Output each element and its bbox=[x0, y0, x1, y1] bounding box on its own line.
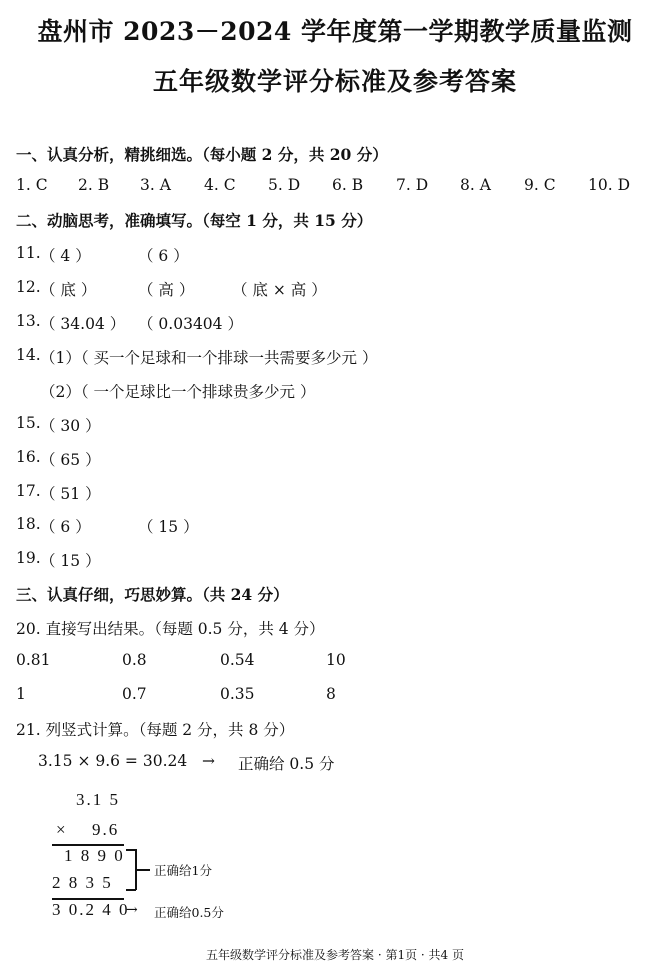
calc-result: 3 0.2 4 0 bbox=[52, 900, 130, 919]
q20-r2-c1: 1 bbox=[16, 685, 26, 703]
answer-5: 5. D bbox=[268, 176, 301, 194]
calc-partial-1: 1 8 9 0 bbox=[64, 846, 125, 865]
q14-answer-a: （1）（ 买一个足球和一个排球一共需要多少元 ） bbox=[40, 349, 378, 367]
q11-answer-b: （ 6 ） bbox=[138, 247, 189, 265]
q20-r1-c1: 0.81 bbox=[16, 651, 51, 669]
q12-answer-b: （ 高 ） bbox=[138, 281, 195, 299]
q20-r1-c3: 0.54 bbox=[220, 651, 255, 669]
q16-number: 16. bbox=[16, 448, 41, 466]
q17-number: 17. bbox=[16, 482, 41, 500]
section3-heading: 三、认真仔细，巧思妙算。（共 24 分） bbox=[16, 585, 289, 604]
answer-1: 1. C bbox=[16, 176, 48, 194]
q13-answer-b: （ 0.03404 ） bbox=[138, 315, 243, 333]
answer-10: 10. D bbox=[588, 176, 631, 194]
q21-arrow-icon: → bbox=[202, 752, 215, 770]
q13-answer-a: （ 34.04 ） bbox=[40, 315, 126, 333]
q12-answer-a: （ 底 ） bbox=[40, 281, 97, 299]
q18-answer-b: （ 15 ） bbox=[138, 518, 199, 536]
q14-answer-b: （2）（ 一个足球比一个排球贵多少元 ） bbox=[40, 383, 316, 401]
answer-2: 2. B bbox=[78, 176, 110, 194]
q20-heading: 20. 直接写出结果。（每题 0.5 分，共 4 分） bbox=[16, 620, 325, 638]
answer-7: 7. D bbox=[396, 176, 429, 194]
note-result-arrow-icon: → bbox=[126, 902, 138, 918]
page-footer: 五年级数学评分标准及参考答案 · 第1页 · 共4 页 bbox=[206, 948, 464, 962]
q20-r1-c4: 10 bbox=[326, 651, 346, 669]
q21-equation: 3.15 × 9.6 = 30.24 bbox=[38, 752, 188, 770]
q20-r2-c4: 8 bbox=[326, 685, 336, 703]
q17-answer-a: （ 51 ） bbox=[40, 485, 101, 503]
q12-number: 12. bbox=[16, 278, 41, 296]
answer-8: 8. A bbox=[460, 176, 491, 194]
q21-heading: 21. 列竖式计算。（每题 2 分，共 8 分） bbox=[16, 721, 295, 739]
q14-number: 14. bbox=[16, 346, 41, 364]
document-subtitle: 五年级数学评分标准及参考答案 bbox=[152, 67, 517, 96]
calc-times-sign: × bbox=[56, 820, 68, 839]
answer-9: 9. C bbox=[524, 176, 556, 194]
q19-answer-a: （ 15 ） bbox=[40, 552, 101, 570]
bracket-bottom bbox=[126, 889, 136, 891]
q11-answer-a: （ 4 ） bbox=[40, 247, 91, 265]
q18-number: 18. bbox=[16, 515, 41, 533]
q20-r2-c3: 0.35 bbox=[220, 685, 255, 703]
section1-heading: 一、认真分析，精挑细选。（每小题 2 分，共 20 分） bbox=[16, 145, 388, 164]
q15-number: 15. bbox=[16, 414, 41, 432]
q11-number: 11. bbox=[16, 244, 41, 262]
answer-6: 6. B bbox=[332, 176, 364, 194]
document-title: 盘州市 2023－2024 学年度第一学期教学质量监测 bbox=[37, 17, 633, 46]
section2-heading: 二、动脑思考，准确填写。（每空 1 分，共 15 分） bbox=[16, 211, 373, 230]
answer-4: 4. C bbox=[204, 176, 236, 194]
calc-partial-2: 2 8 3 5 bbox=[52, 873, 113, 892]
q18-answer-a: （ 6 ） bbox=[40, 518, 91, 536]
q20-r1-c2: 0.8 bbox=[122, 651, 147, 669]
note-partial: 正确给1分 bbox=[154, 863, 212, 878]
note-result: 正确给0.5分 bbox=[154, 905, 224, 920]
q16-answer-a: （ 65 ） bbox=[40, 451, 101, 469]
q19-number: 19. bbox=[16, 549, 41, 567]
calc-multiplier: 9.6 bbox=[92, 820, 120, 839]
q15-answer-a: （ 30 ） bbox=[40, 417, 101, 435]
q13-number: 13. bbox=[16, 312, 41, 330]
q21-equation-note: 正确给 0.5 分 bbox=[238, 755, 335, 773]
q20-r2-c2: 0.7 bbox=[122, 685, 147, 703]
answer-3: 3. A bbox=[140, 176, 171, 194]
bracket-tick bbox=[136, 869, 150, 871]
q12-answer-c: （ 底 × 高 ） bbox=[232, 281, 327, 299]
calc-multiplicand: 3.1 5 bbox=[76, 790, 120, 809]
